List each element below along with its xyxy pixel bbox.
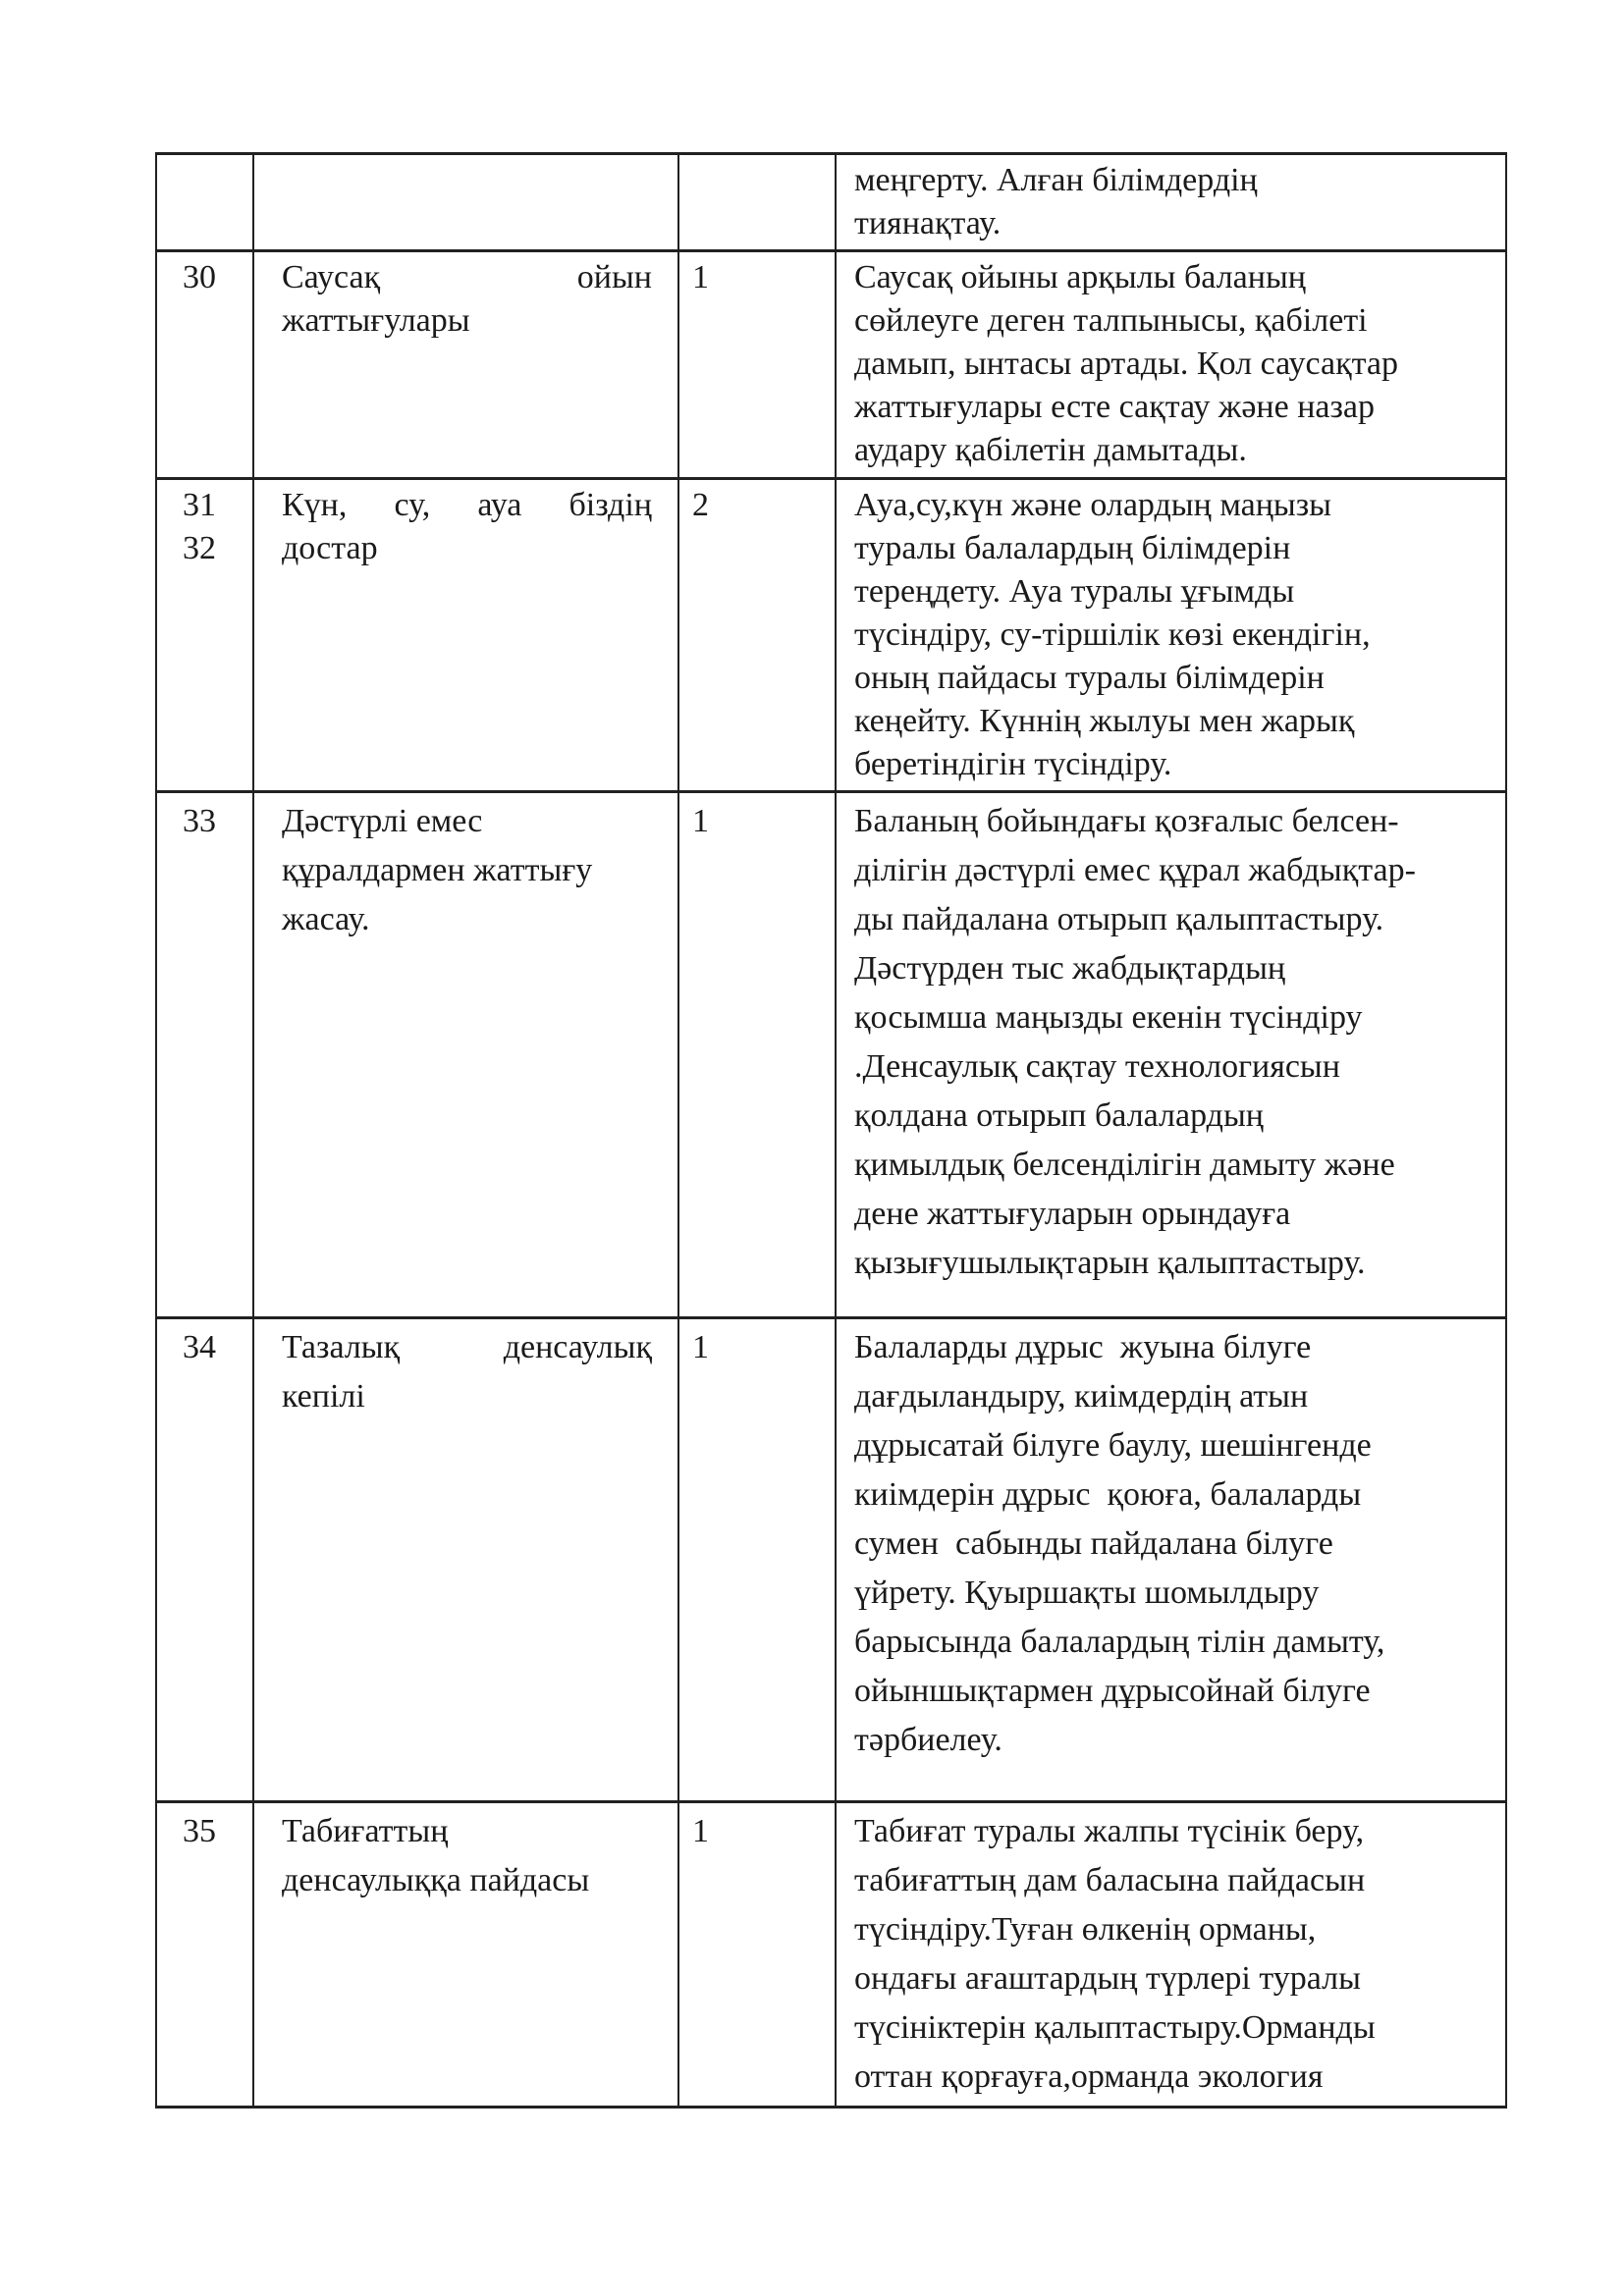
description-line: қимылдық белсенділігін дамыту және	[854, 1147, 1395, 1183]
description-line: тәрбиелеу.	[854, 1722, 1002, 1758]
description-line: дене жаттығуларын орындауға	[854, 1196, 1291, 1232]
description-line: тиянақтау.	[854, 205, 1001, 241]
description-cell	[836, 1318, 1506, 1802]
topic-line: Дәстүрлі емес	[282, 803, 483, 839]
hours-value: 1	[692, 259, 709, 295]
description-line: қызығушылықтарын қалыптастыру.	[854, 1245, 1366, 1281]
description-line: киімдерін дұрыс қоюға, балаларды	[854, 1476, 1362, 1513]
description-line: беретіндігін түсіндіру.	[854, 746, 1172, 782]
table-row	[156, 1802, 1506, 2108]
description-line: түсіндіру.Туған өлкенің орманы,	[854, 1911, 1317, 1948]
lesson-plan-table	[155, 152, 1507, 2109]
description-line: үйрету. Қуыршақты шомылдыру	[854, 1575, 1320, 1611]
row-number-cell	[156, 479, 253, 792]
topic-cell	[253, 479, 678, 792]
hours-cell	[678, 1802, 836, 2108]
topic-line: жасау.	[282, 901, 370, 937]
description-line: дұрысатай білуге баулу, шешінгенде	[854, 1427, 1372, 1464]
hours-value: 1	[692, 803, 709, 839]
row-number-line: 32	[183, 530, 216, 566]
row-number-line: 33	[183, 803, 216, 839]
description-line: оның пайдасы туралы білімдерін	[854, 660, 1325, 696]
description-line: дамып, ынтасы артады. Қол саусақтар	[854, 346, 1398, 382]
table-row	[156, 251, 1506, 479]
hours-cell	[678, 154, 836, 251]
row-number-line: 30	[183, 259, 216, 295]
description-line: ды пайдалана отырып қалыптастыру.	[854, 901, 1384, 937]
description-cell	[836, 154, 1506, 251]
description-cell	[836, 251, 1506, 479]
description-line: Ауа,су,күн және олардың маңызы	[854, 487, 1332, 523]
topic-line: Табиғаттың	[282, 1813, 449, 1849]
description-cell	[836, 792, 1506, 1318]
topic-line: Тазалық денсаулық	[282, 1329, 652, 1365]
topic-line: құралдармен жаттығу	[282, 852, 593, 888]
description-line: оттан қорғауға,орманда экология	[854, 2058, 1324, 2095]
description-line: сөйлеуге деген талпынысы, қабілеті	[854, 302, 1368, 339]
lesson-plan-table-body	[156, 154, 1506, 2108]
row-number-cell	[156, 251, 253, 479]
topic-line: Күн, су, ауа біздің	[282, 487, 652, 523]
description-line: қосымша маңызды екенін түсіндіру	[854, 999, 1363, 1036]
description-line: қолдана отырып балалардың	[854, 1097, 1264, 1134]
topic-line: достар	[282, 530, 378, 566]
description-line: табиғаттың дам баласына пайдасын	[854, 1862, 1366, 1898]
hours-cell	[678, 1318, 836, 1802]
topic-line: жаттығулары	[282, 302, 470, 339]
row-number-cell	[156, 1802, 253, 2108]
hours-cell	[678, 479, 836, 792]
row-number-line: 34	[183, 1329, 216, 1365]
description-line: кеңейту. Күннің жылуы мен жарық	[854, 703, 1355, 739]
description-line: ділігін дәстүрлі емес құрал жабдықтар-	[854, 852, 1416, 888]
topic-cell	[253, 1318, 678, 1802]
description-line: дағдыландыру, киімдердің атын	[854, 1378, 1309, 1415]
description-line: түсініктерін қалыптастыру.Орманды	[854, 2009, 1376, 2046]
description-line: түсіндіру, су-тіршілік көзі екендігін,	[854, 616, 1371, 653]
topic-line: Саусақ ойын	[282, 259, 652, 295]
description-line: сумен сабынды пайдалана білуге	[854, 1525, 1333, 1562]
description-cell	[836, 479, 1506, 792]
row-number-line: 31	[183, 487, 216, 523]
description-line: Дәстүрден тыс жабдықтардың	[854, 950, 1286, 987]
topic-cell	[253, 792, 678, 1318]
table-row	[156, 1318, 1506, 1802]
hours-value: 1	[692, 1813, 709, 1849]
hours-value: 1	[692, 1329, 709, 1365]
hours-cell	[678, 251, 836, 479]
table-row	[156, 154, 1506, 251]
row-number-cell	[156, 792, 253, 1318]
hours-value: 2	[692, 487, 709, 523]
description-line: Баланың бойындағы қозғалыс белсен-	[854, 803, 1399, 839]
table-row	[156, 479, 1506, 792]
description-line: ойыншықтармен дұрысойнай білуге	[854, 1673, 1371, 1709]
description-line: Балаларды дұрыс жуына білуге	[854, 1329, 1312, 1365]
topic-line: денсаулыққа пайдасы	[282, 1862, 590, 1898]
topic-cell	[253, 1802, 678, 2108]
description-cell	[836, 1802, 1506, 2108]
description-line: Саусақ ойыны арқылы баланың	[854, 259, 1306, 295]
description-line: туралы балалардың білімдерін	[854, 530, 1291, 566]
description-line: тереңдету. Ауа туралы ұғымды	[854, 573, 1295, 610]
description-line: Табиғат туралы жалпы түсінік беру,	[854, 1813, 1365, 1849]
topic-cell	[253, 154, 678, 251]
row-number-cell	[156, 1318, 253, 1802]
row-number-cell	[156, 154, 253, 251]
topic-cell	[253, 251, 678, 479]
description-line: .Денсаулық сақтау технологиясын	[854, 1048, 1340, 1085]
hours-cell	[678, 792, 836, 1318]
description-line: ондағы ағаштардың түрлері туралы	[854, 1960, 1361, 1997]
description-line: меңгерту. Алған білімдердің	[854, 162, 1258, 198]
description-line: аудару қабілетін дамытады.	[854, 432, 1247, 468]
description-line: жаттығулары есте сақтау және назар	[854, 389, 1376, 425]
row-number-line: 35	[183, 1813, 216, 1849]
description-line: барысында балалардың тілін дамыту,	[854, 1624, 1385, 1660]
topic-line: кепілі	[282, 1378, 365, 1415]
table-row	[156, 792, 1506, 1318]
